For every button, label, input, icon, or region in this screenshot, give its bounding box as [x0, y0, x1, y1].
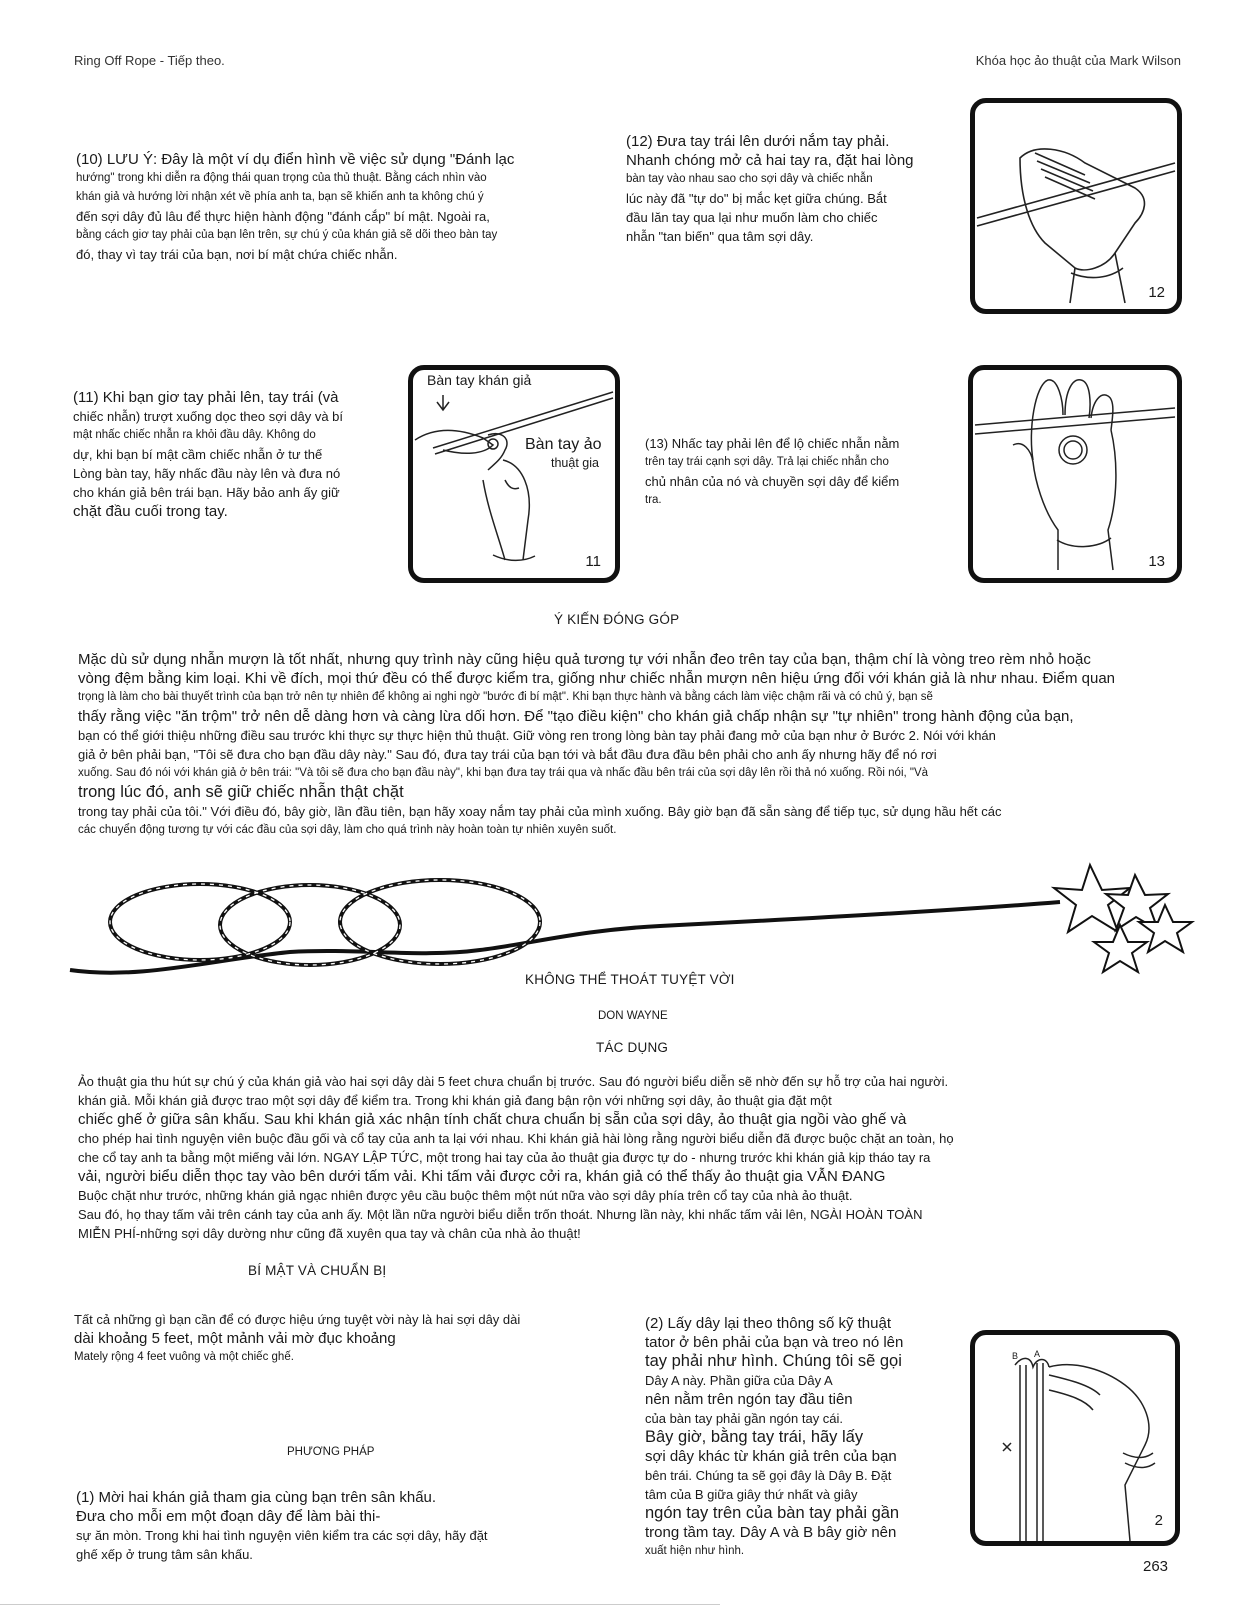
figure-2 — [970, 1330, 1180, 1546]
secret-heading: BÍ MẬT VÀ CHUẨN BỊ — [248, 1263, 387, 1278]
text-line: xuống. Sau đó nói với khán giả ở bên trái: "Và tôi sẽ đưa cho bạn đầu này", khi bạn đưa tay trái qua và nhấc đầu bên trái của sợi dây lên rồi thả nó xuống. Rồi nói, "Và — [78, 767, 929, 779]
method-step-1-text — [76, 1488, 488, 1564]
trick-author: DON WAYNE — [598, 1010, 668, 1022]
text-line: (13) Nhấc tay phải lên để lộ chiếc nhẫn nằm — [645, 436, 900, 451]
figure-number: 11 — [585, 553, 601, 570]
text-line: (1) Mời hai khán giả tham gia cùng bạn trên sân khấu. — [76, 1489, 437, 1506]
text-line: cho khán giả bên trái bạn. Hãy bảo anh ấy giữ — [73, 485, 340, 500]
text-line: Buộc chặt như trước, những khán giả ngạc nhiên được yêu cầu buộc thêm một nút nữa vào sợi dây phía trên cổ tay của nhà ảo thuật. — [78, 1188, 853, 1203]
text-line: cho phép hai tình nguyện viên buộc đầu gối và cổ tay của anh ta lại với nhau. Khi khán giả hài lòng rằng người biểu diễn đã được buộc chặt an toàn, họ — [78, 1131, 954, 1146]
label-magician-hand-1: Bàn tay ảo — [525, 436, 602, 453]
text-line: lúc này đã "tự do" bị mắc kẹt giữa chúng. Bắt — [626, 191, 887, 206]
step-11-text — [73, 388, 343, 521]
text-line: trong tay phải của tôi." Với điều đó, bây giờ, lần đầu tiên, bạn hãy xoay nắm tay phải của mình xuống. Bây giờ bạn đã sẵn sàng để tiếp tục, sử dụng hầu hết các — [78, 804, 1002, 819]
text-line: Dây A này. Phần giữa của Dây A — [645, 1373, 833, 1388]
bottom-rule — [0, 1604, 720, 1605]
text-line: vòng đệm bằng kim loại. Khi về đích, mọi thứ đều có thể được kiểm tra, giống như chiếc nhẫn mượn nên hiệu ứng đối với khán giả là như nhau. Điểm quan — [78, 670, 1116, 687]
text-line: Mặc dù sử dụng nhẫn mượn là tốt nhất, nhưng quy trình này cũng hiệu quả tương tự với nhẫn đeo trên tay của bạn, thậm chí là vòng treo rèm nhỏ hoặc — [78, 651, 1091, 668]
ring-on-palm-illustration — [973, 370, 1177, 578]
text-line: mật nhấc chiếc nhẫn ra khỏi đầu dây. Không do — [73, 429, 316, 441]
text-line: (11) Khi bạn giơ tay phải lên, tay trái (và — [73, 389, 339, 406]
text-line: (12) Đưa tay trái lên dưới nắm tay phải. — [626, 133, 890, 150]
text-line: khán giả. Mỗi khán giả được trao một sợi dây để kiểm tra. Trong khi khán giả đang bận rộn với những sợi dây, ảo thuật gia đặt một — [78, 1093, 832, 1108]
hands-rope-illustration — [413, 370, 615, 578]
running-header-left: Ring Off Rope - Tiếp theo. — [74, 53, 225, 68]
text-line: thấy rằng việc "ăn trộm" trở nên dễ dàng hơn và càng lừa dối hơn. Để "tạo điều kiện" cho khán giả chấp nhận sự "tự nhiên" trong hành động của bạn, — [78, 708, 1074, 725]
text-line: sự ăn mòn. Trong khi hai tình nguyện viên kiểm tra các sợi dây, hãy đặt — [76, 1528, 488, 1543]
effect-text — [78, 1072, 954, 1243]
text-line: bàn tay vào nhau sao cho sợi dây và chiếc nhẫn — [626, 173, 873, 185]
text-line: sợi dây khác từ khán giả trên của bạn — [645, 1448, 897, 1465]
text-line: Mately rộng 4 feet vuông và một chiếc ghế. — [74, 1351, 294, 1363]
text-line: trong lúc đó, anh sẽ giữ chiếc nhẫn thật chặt — [78, 783, 404, 801]
figure-number: 13 — [1148, 553, 1165, 570]
text-line: bạn có thể giới thiệu những điều sau trước khi thực sự thực hiện thủ thuật. Giữ vòng ren trong lòng bàn tay phải đang mở của bạn như ở Bước 2. Nói với khán — [78, 728, 996, 743]
label-spectator-hand: Bàn tay khán giả — [427, 372, 532, 388]
text-line: Ảo thuật gia thu hút sự chú ý của khán giả vào hai sợi dây dài 5 feet chưa chuẩn bị trước. Sau đó người biểu diễn sẽ nhờ đến sự hỗ trợ của hai người. — [78, 1074, 949, 1089]
text-line: bằng cách giơ tay phải của bạn lên trên, sự chú ý của khán giả sẽ dõi theo bàn tay — [76, 229, 498, 241]
running-header-right: Khóa học ảo thuật của Mark Wilson — [975, 53, 1181, 68]
text-line: giả ở bên phải bạn, "Tôi sẽ đưa cho bạn đầu dây này." Sau đó, đưa tay trái của bạn tới và bắt đầu đưa đầu bên phải cho anh ấy nhưng hãy để nó rơi — [78, 747, 937, 762]
step-13-text — [645, 434, 899, 510]
comments-text — [78, 650, 1115, 840]
text-line: MIỄN PHÍ-những sợi dây dường như cũng đã xuyên qua tay và chân của nhà ảo thuật! — [78, 1226, 581, 1241]
text-line: trên tay trái cạnh sợi dây. Trả lại chiếc nhẫn cho — [645, 456, 889, 468]
text-line: nhẫn "tan biến" qua tâm sợi dây. — [626, 229, 814, 244]
figure-number: 12 — [1148, 284, 1165, 301]
text-line: tra. — [645, 494, 662, 506]
text-line: đầu lăn tay qua lại như muốn làm cho chiếc — [626, 210, 878, 225]
hands-pressed-illustration — [975, 103, 1177, 309]
text-line: trọng là làm cho bài thuyết trình của bạn trở nên tự nhiên để không ai nghi ngờ "bước đi bí mật". Khi bạn thực hành và bằng cách làm việc chậm rãi và có chủ ý, bạn sẽ — [78, 691, 933, 703]
ropes-on-hand-illustration — [975, 1335, 1175, 1541]
text-line: dự, khi bạn bí mật cầm chiếc nhẫn ở tư thế — [73, 447, 323, 462]
method-heading: PHƯƠNG PHÁP — [287, 1446, 375, 1458]
rope-label-b: B — [1012, 1351, 1019, 1361]
text-line: nên nằm trên ngón tay đầu tiên — [645, 1391, 853, 1408]
text-line: tâm của B giữa giây thứ nhất và giây — [645, 1487, 858, 1502]
label-magician-hand-2: thuật gia — [551, 456, 599, 470]
text-line: tay phải như hình. Chúng tôi sẽ gọi — [645, 1352, 902, 1370]
text-line: chiếc ghế ở giữa sân khấu. Sau khi khán giả xác nhận tính chất chưa chuẩn bị sẵn của sợi dây, ảo thuật gia ngồi vào ghế và — [78, 1111, 907, 1128]
text-line: Đưa cho mỗi em một đoạn dây để làm bài thi- — [76, 1508, 381, 1525]
rope-label-a: A — [1034, 1349, 1041, 1359]
text-line: hướng" trong khi diễn ra động thái quan trọng của thủ thuật. Bằng cách nhìn vào — [76, 172, 487, 184]
step-12-text — [626, 132, 914, 246]
text-line: ghế xếp ở trung tâm sân khấu. — [76, 1547, 253, 1562]
text-line: vải, người biểu diễn thọc tay vào bên dưới tấm vải. Khi tấm vải được cởi ra, khán giả có thể thấy ảo thuật gia VẪN ĐANG — [78, 1168, 886, 1185]
text-line: trong tầm tay. Dây A và B bây giờ nên — [645, 1524, 897, 1541]
text-line: Sau đó, họ thay tấm vải trên cánh tay của anh ấy. Một lần nữa người biểu diễn trốn thoát. Nhưng lần này, khi nhấc tấm vải lên, NGÀI HOÀN TOÀN — [78, 1207, 923, 1222]
figure-11 — [408, 365, 620, 583]
text-line: chặt đầu cuối trong tay. — [73, 503, 228, 520]
secret-text — [74, 1310, 520, 1367]
text-line: ngón tay trên của bàn tay phải gần — [645, 1504, 900, 1522]
text-line: của bàn tay phải gần ngón tay cái. — [645, 1411, 844, 1426]
trick-title: KHÔNG THỂ THOÁT TUYỆT VỜI — [525, 972, 735, 987]
text-line: che cổ tay anh ta bằng một miếng vải lớn. NGAY LẬP TỨC, một trong hai tay của ảo thuật gia được tự do - nhưng trước khi khán giả kịp tháo tay ra — [78, 1150, 931, 1165]
text-line: đến sợi dây đủ lâu để thực hiện hành động "đánh cắp" bí mật. Ngoài ra, — [76, 209, 490, 224]
effect-heading: TÁC DỤNG — [596, 1040, 669, 1055]
method-step-2-text — [645, 1314, 903, 1561]
text-line: khán giả và hướng lời nhận xét về phía anh ta, bạn sẽ khiến anh ta không chú ý — [76, 191, 484, 203]
text-line: dài khoảng 5 feet, một mảnh vải mờ đục khoảng — [74, 1330, 396, 1347]
text-line: xuất hiện như hình. — [645, 1545, 745, 1557]
page-number: 263 — [1143, 1558, 1169, 1575]
text-line: chiếc nhẫn) trượt xuống dọc theo sợi dây và bí — [73, 409, 344, 424]
comments-heading: Ý KIẾN ĐÓNG GÓP — [554, 612, 680, 627]
figure-12 — [970, 98, 1182, 314]
text-line: (2) Lấy dây lại theo thông số kỹ thuật — [645, 1315, 891, 1332]
step-10-text — [76, 150, 514, 264]
text-line: đó, thay vì tay trái của bạn, nơi bí mật chứa chiếc nhẫn. — [76, 247, 398, 262]
text-line: tator ở bên phải của bạn và treo nó lên — [645, 1334, 904, 1351]
text-line: Lòng bàn tay, hãy nhấc đầu này lên và đưa nó — [73, 466, 341, 481]
text-line: (10) LƯU Ý: Đây là một ví dụ điển hình về việc sử dụng "Đánh lạc — [76, 151, 515, 168]
text-line: bên trái. Chúng ta sẽ gọi đây là Dây B. Đặt — [645, 1468, 892, 1483]
text-line: chủ nhân của nó và chuyền sợi dây để kiểm — [645, 474, 900, 489]
text-line: Bây giờ, bằng tay trái, hãy lấy — [645, 1428, 864, 1446]
text-line: các chuyển động tương tự với các đầu của sợi dây, làm cho quá trình này hoàn toàn tự nhiên xuyên suốt. — [78, 824, 617, 836]
figure-13 — [968, 365, 1182, 583]
text-line: Tất cả những gì bạn cần để có được hiệu ứng tuyệt vời này là hai sợi dây dài — [74, 1312, 521, 1327]
figure-number: 2 — [1154, 1512, 1163, 1529]
text-line: Nhanh chóng mở cả hai tay ra, đặt hai lòng — [626, 152, 914, 169]
